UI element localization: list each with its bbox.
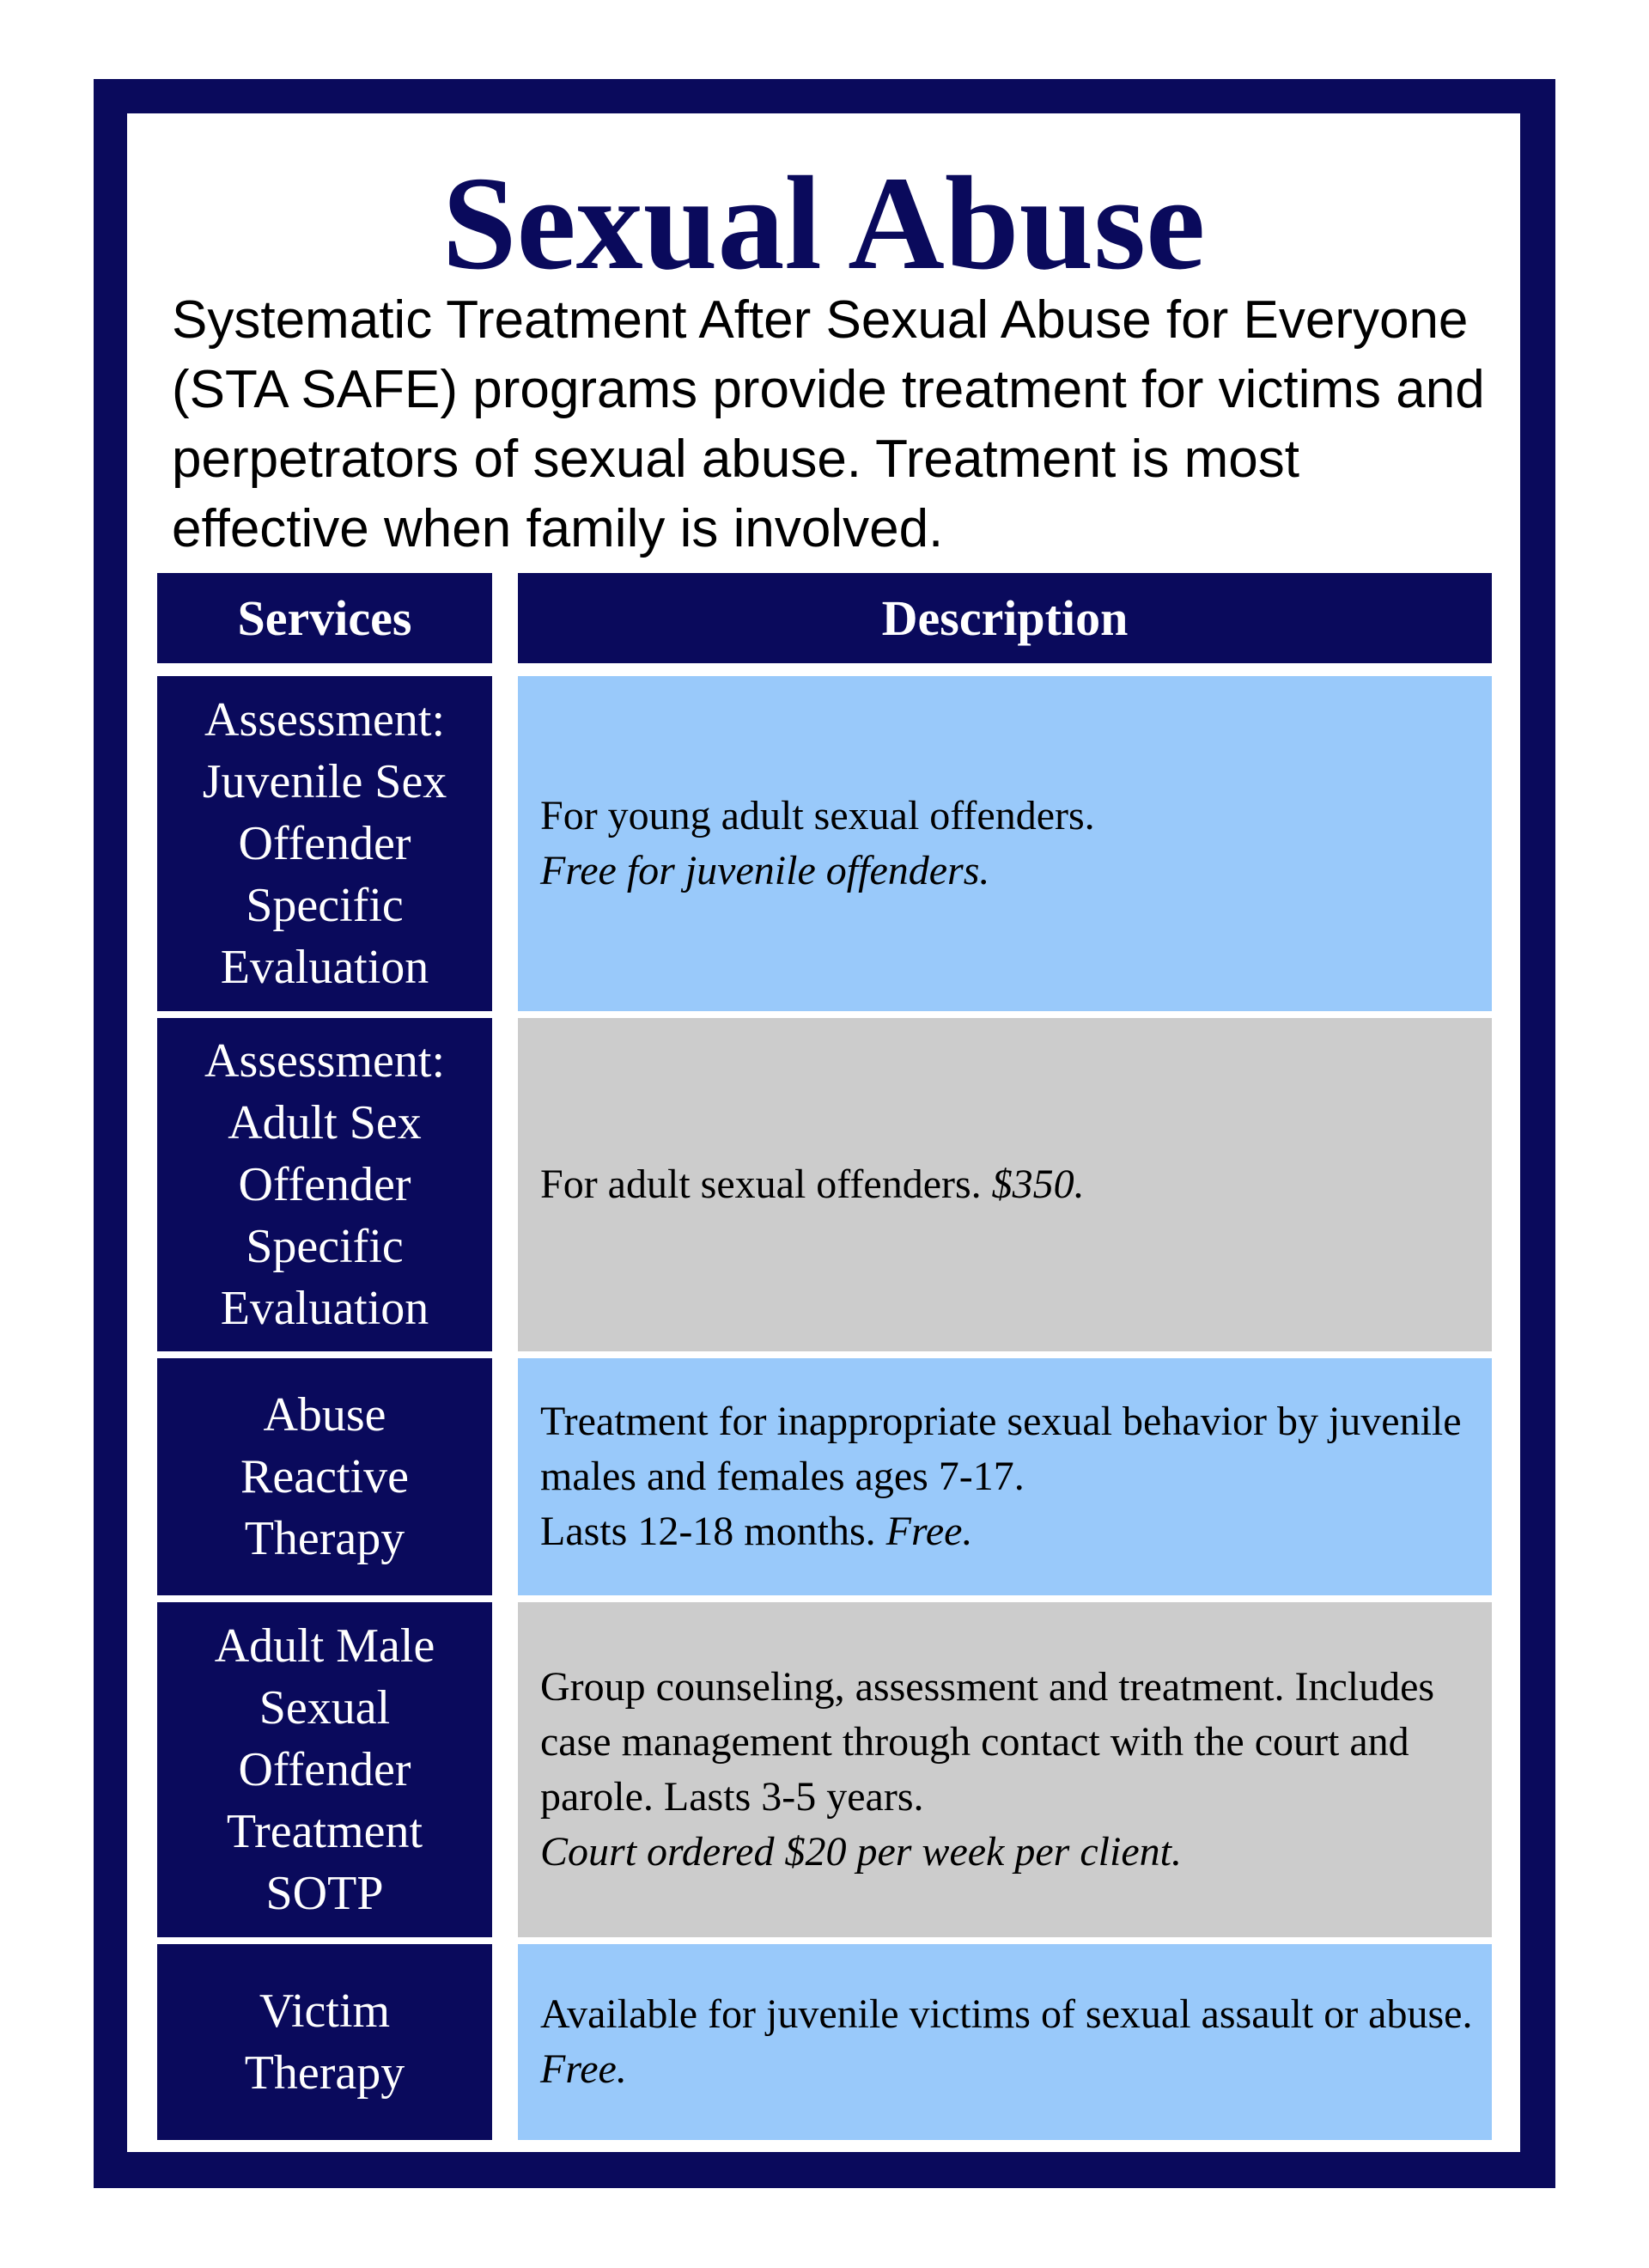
- table-row: [157, 1944, 1492, 2140]
- service-line: Reactive: [240, 1450, 409, 1503]
- description-cell: [518, 676, 1492, 1011]
- description-text: For adult sexual offenders.: [540, 1161, 982, 1207]
- service-line: Assessment:: [204, 1034, 445, 1088]
- table-row: [157, 1358, 1492, 1595]
- description-cell: [518, 1358, 1492, 1595]
- description-text: For young adult sexual offenders.: [540, 793, 1095, 838]
- service-line: Specific: [246, 1220, 404, 1273]
- description-cell: [518, 1602, 1492, 1937]
- description-italic: Free.: [540, 2046, 627, 2092]
- service-cell: [157, 1944, 492, 2140]
- service-line: Evaluation: [220, 941, 429, 994]
- table-row: [157, 1602, 1492, 1937]
- service-line: Sexual: [259, 1681, 391, 1735]
- description-cell: [518, 1018, 1492, 1351]
- table-row: [157, 1018, 1492, 1351]
- description-text: Available for juvenile victims of sexual assault or abuse.: [540, 1991, 1473, 2037]
- service-line: Specific: [246, 879, 404, 932]
- description-text: Lasts 12-18 months.: [540, 1509, 876, 1554]
- service-line: Victim: [259, 1984, 391, 2038]
- description-italic: Free.: [885, 1509, 973, 1554]
- service-line: Juvenile Sex: [202, 755, 447, 808]
- description-italic: $350.: [991, 1161, 1085, 1207]
- description-italic: Free for juvenile offenders.: [540, 848, 990, 893]
- content-panel: [127, 113, 1520, 2152]
- description-cell: [518, 1944, 1492, 2140]
- description-text: Group counseling, assessment and treatment. Includes case management through contact with the court and parole. Lasts 3-5 years.: [540, 1664, 1435, 1820]
- table-header: [157, 573, 1492, 663]
- service-cell: [157, 676, 492, 1011]
- service-line: Adult Sex: [228, 1096, 422, 1149]
- service-line: Treatment: [226, 1805, 423, 1858]
- service-cell: [157, 1018, 492, 1351]
- description-italic: Court ordered $20 per week per client.: [540, 1829, 1182, 1875]
- service-line: Offender: [238, 1158, 411, 1211]
- service-line: Therapy: [244, 2046, 405, 2100]
- service-cell: [157, 1602, 492, 1937]
- service-line: SOTP: [265, 1867, 384, 1920]
- service-line: Therapy: [244, 1512, 405, 1565]
- service-line: Evaluation: [220, 1282, 429, 1335]
- header-description: Description: [518, 573, 1492, 663]
- header-services: Services: [157, 573, 492, 663]
- description-text: Treatment for inappropriate sexual behavior by juvenile males and females ages 7-17.: [540, 1399, 1462, 1499]
- table-row: [157, 676, 1492, 1011]
- page-title: Sexual Abuse: [441, 149, 1206, 297]
- service-line: Offender: [238, 817, 411, 870]
- service-line: Assessment:: [204, 693, 445, 747]
- service-line: Adult Male: [214, 1619, 435, 1673]
- service-line: Offender: [238, 1743, 411, 1796]
- service-line: Abuse: [263, 1388, 386, 1442]
- intro-paragraph: Systematic Treatment After Sexual Abuse for Everyone (STA SAFE) programs provide treatment for victims and perpetrators of sexual abuse. Treatment is most effective when family is involved.: [172, 290, 1485, 558]
- service-cell: [157, 1358, 492, 1595]
